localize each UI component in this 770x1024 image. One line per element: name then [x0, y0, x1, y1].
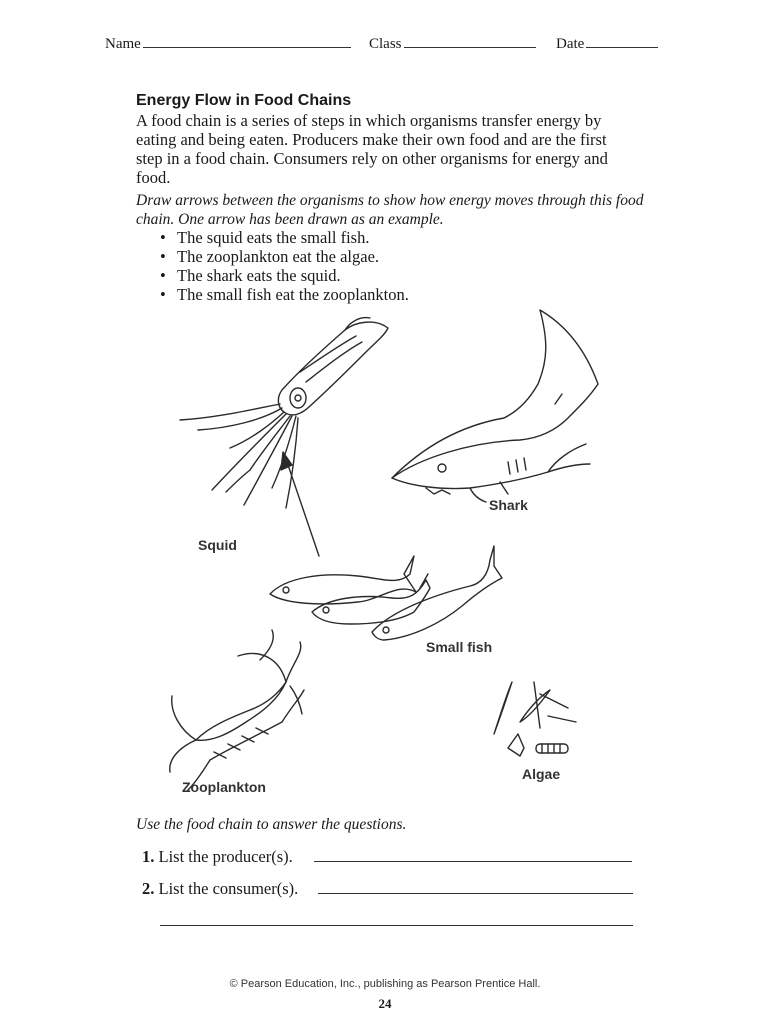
small-fish-drawing — [270, 546, 502, 640]
class-label: Class — [369, 36, 402, 52]
question-1 — [142, 847, 293, 867]
question-text: List the producer(s). — [158, 847, 293, 866]
question-2 — [142, 879, 298, 899]
date-label: Date — [556, 36, 585, 52]
squid-label: Squid — [198, 537, 237, 553]
shark-label: Shark — [489, 497, 528, 513]
question-number: 2. — [142, 879, 155, 898]
algae-label: Algae — [522, 766, 561, 782]
answer-line-1[interactable] — [314, 861, 632, 862]
squid-drawing — [180, 318, 388, 508]
bullet-item: • The zooplankton eat the algae. — [160, 247, 409, 266]
algae-drawing — [494, 682, 576, 756]
name-label: Name — [105, 36, 141, 52]
bullet-item: • The shark eats the squid. — [160, 266, 409, 285]
shark-drawing — [392, 310, 598, 502]
bullet-item: • The small fish eat the zooplankton. — [160, 285, 409, 304]
worksheet-title: Energy Flow in Food Chains — [136, 92, 352, 109]
bullet-item: • The squid eats the small fish. — [160, 228, 409, 247]
directions-text: Draw arrows between the organisms to show how energy moves through this food chain. One arrow has been drawn as an example. — [136, 192, 644, 228]
page-number: 24 — [378, 996, 392, 1011]
questions-instruction: Use the food chain to answer the questions. — [136, 816, 407, 833]
zooplankton-drawing — [170, 630, 304, 790]
small-fish-label: Small fish — [426, 639, 493, 655]
zooplankton-label: Zooplankton — [182, 779, 266, 795]
question-text: List the consumer(s). — [158, 879, 299, 898]
answer-line-3[interactable] — [160, 925, 633, 926]
copyright-footer: © Pearson Education, Inc., publishing as Pearson Prentice Hall. — [229, 978, 541, 990]
question-number: 1. — [142, 847, 155, 866]
intro-paragraph: A food chain is a series of steps in which organisms transfer energy by eating and being eaten. Producers make their own food and are the first step in a food chain. Consumers rely on other organisms for energy and food. — [136, 111, 608, 187]
answer-line-2[interactable] — [318, 893, 633, 894]
